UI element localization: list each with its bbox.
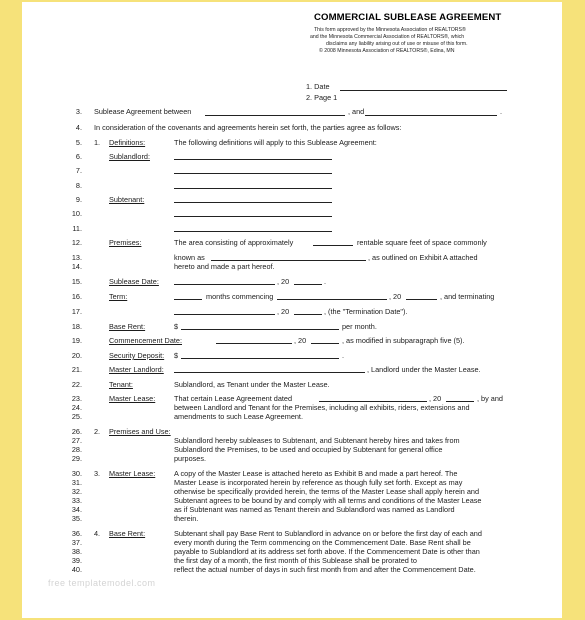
year-prefix: , 20 xyxy=(294,336,307,345)
line-number: 15. xyxy=(71,277,82,286)
line-number: 38. xyxy=(71,547,82,556)
base-rent-body: every month during the Term commencing on the Commencement Date. Base Rent shall be xyxy=(174,538,471,547)
sublease-date-label: Sublease Date: xyxy=(109,277,159,286)
master-landlord-text: , Landlord under the Master Lease. xyxy=(367,365,481,374)
line-number: 25. xyxy=(71,412,82,421)
commencement-date-label: Commencement Date: xyxy=(109,336,182,345)
line-number: 13. xyxy=(71,253,82,262)
period-text: . xyxy=(342,351,345,360)
master-lease-body: A copy of the Master Lease is attached hereto as Exhibit B and made a part hereof. The xyxy=(174,469,458,478)
premises-text: hereto and made a part hereof. xyxy=(174,262,275,271)
sublandlord-label: Sublandlord: xyxy=(109,152,150,161)
line-number: 32. xyxy=(71,487,82,496)
line-number: 30. xyxy=(71,469,82,478)
termination-date-field[interactable] xyxy=(174,314,275,315)
watermark: free templatemodel.com xyxy=(48,578,156,588)
known-as-field[interactable] xyxy=(211,260,366,261)
section-number: 3. xyxy=(94,469,101,478)
date-field[interactable] xyxy=(340,90,507,91)
definitions-text: The following definitions will apply to this Sublease Agreement: xyxy=(174,138,377,147)
line-number: 36. xyxy=(71,529,82,538)
header-line: disclaims any liability arising out of use or misuse of this form. xyxy=(326,41,468,47)
line-number: 39. xyxy=(71,556,82,565)
line-number: 18. xyxy=(71,322,82,331)
master-lease-body: therein. xyxy=(174,514,199,523)
base-rent-label: Base Rent: xyxy=(109,322,146,331)
master-lease-body: Master Lease is incorporated herein by reference as though fully set forth. Except as may xyxy=(174,478,463,487)
master-lease-text: between Landlord and Tenant for the Premises, including all exhibits, riders, extensions and xyxy=(174,403,470,412)
section-number: 4. xyxy=(94,529,101,538)
line-number: 34. xyxy=(71,505,82,514)
security-deposit-label: Security Deposit: xyxy=(109,351,165,360)
section-number: 2. xyxy=(94,427,101,436)
premises-use-text: purposes. xyxy=(174,454,207,463)
termination-text: , (the "Termination Date"). xyxy=(324,307,408,316)
sublease-date-field[interactable] xyxy=(174,284,275,285)
master-lease-body: Subtenant agrees to be bound by and comply with all terms and conditions of the Master Lease xyxy=(174,496,482,505)
term-label: Term: xyxy=(109,292,128,301)
master-lease-body: as if Subtenant was named as Tenant therein and Sublandlord was named as Landlord xyxy=(174,505,455,514)
date-label: 1. Date xyxy=(306,82,330,91)
line-number: 8. xyxy=(75,181,82,190)
line-number: 28. xyxy=(71,445,82,454)
square-feet-field[interactable] xyxy=(313,245,353,246)
section-heading-master-lease: Master Lease: xyxy=(109,469,156,478)
sublandlord-field[interactable] xyxy=(174,173,332,174)
base-rent-body: Subtenant shall pay Base Rent to Sublandlord in advance on or before the first day of each and xyxy=(174,529,482,538)
consideration-text: In consideration of the covenants and agreements herein set forth, the parties agree as follows: xyxy=(94,123,402,132)
line-number: 40. xyxy=(71,565,82,574)
premises-label: Premises: xyxy=(109,238,142,247)
term-text: months commencing xyxy=(206,292,274,301)
line-number: 33. xyxy=(71,496,82,505)
line-number: 37. xyxy=(71,538,82,547)
line-number: 11. xyxy=(72,224,82,233)
line-number: 5. xyxy=(75,138,82,147)
sublandlord-field[interactable] xyxy=(174,159,332,160)
section-number: 1. xyxy=(94,138,101,147)
tenant-label: Tenant: xyxy=(109,380,133,389)
line-number: 23. xyxy=(71,394,82,403)
subtenant-field[interactable] xyxy=(174,202,332,203)
tenant-text: Sublandlord, as Tenant under the Master Lease. xyxy=(174,380,330,389)
dollar-sign: $ xyxy=(174,322,179,331)
master-lease-label: Master Lease: xyxy=(109,394,156,403)
sublease-between-text: Sublease Agreement between xyxy=(94,107,192,116)
base-rent-body: payable to Sublandlord at its address set forth above. If the Commencement Date is other than xyxy=(174,547,480,556)
section-heading-base-rent: Base Rent: xyxy=(109,529,146,538)
page-label: 2. Page 1 xyxy=(306,93,338,102)
line-number: 19. xyxy=(71,336,82,345)
subtenant-field[interactable] xyxy=(174,216,332,217)
line-number: 17. xyxy=(71,307,82,316)
year-prefix: , 20 xyxy=(277,307,290,316)
master-lease-body: otherwise be specifically provided herein, the terms of the Master Lease shall apply herein and xyxy=(174,487,480,496)
commencement-date-field[interactable] xyxy=(216,343,292,344)
line-number: 29. xyxy=(71,454,82,463)
premises-text: rentable square feet of space commonly xyxy=(357,238,487,247)
line-number: 31. xyxy=(71,478,82,487)
line-number: 4. xyxy=(75,123,82,132)
line-number: 20. xyxy=(71,351,82,360)
period-text: . xyxy=(324,277,327,286)
premises-text: , as outlined on Exhibit A attached xyxy=(368,253,478,262)
master-lease-text: That certain Lease Agreement dated xyxy=(174,394,293,403)
line-number: 9. xyxy=(75,195,82,204)
header-line: © 2008 Minnesota Association of REALTORS®, Edina, MN xyxy=(319,48,455,54)
year-field[interactable] xyxy=(446,401,474,402)
year-field[interactable] xyxy=(294,314,322,315)
premises-text: The area consisting of approximately xyxy=(174,238,294,247)
master-landlord-label: Master Landlord: xyxy=(109,365,164,374)
line-number: 22. xyxy=(71,380,82,389)
subtenant-field[interactable] xyxy=(174,231,332,232)
sublandlord-field[interactable] xyxy=(174,188,332,189)
commencing-field[interactable] xyxy=(277,299,387,300)
year-prefix: , 20 xyxy=(429,394,442,403)
line-number: 7. xyxy=(75,166,82,175)
and-text: , and xyxy=(348,107,365,116)
base-rent-body: reflect the actual number of days in such first month from and after the Commencement Date. xyxy=(174,565,476,574)
line-number: 12. xyxy=(71,238,82,247)
line-number: 3. xyxy=(75,107,82,116)
document-title: COMMERCIAL SUBLEASE AGREEMENT xyxy=(314,12,502,23)
header-line: This form approved by the Minnesota Association of REALTORS® xyxy=(314,27,466,33)
per-month-text: per month. xyxy=(342,322,377,331)
line-number: 24. xyxy=(71,403,82,412)
header-line: and the Minnesota Commercial Association of REALTORS®, which xyxy=(310,34,465,40)
master-lease-text: , by and xyxy=(477,394,503,403)
base-rent-field[interactable] xyxy=(181,329,339,330)
master-landlord-field[interactable] xyxy=(174,372,365,373)
party-field[interactable] xyxy=(365,115,497,116)
year-field[interactable] xyxy=(406,299,437,300)
line-number: 26. xyxy=(71,427,82,436)
line-number: 21. xyxy=(71,365,82,374)
term-months-field[interactable] xyxy=(174,299,202,300)
premises-use-text: Sublandlord hereby subleases to Subtenant, and Subtenant hereby hires and takes from xyxy=(174,436,460,445)
document-page xyxy=(22,2,562,618)
base-rent-body: the first day of a month, the first month of this Sublease shall be prorated to xyxy=(174,556,417,565)
section-heading-definitions: Definitions: xyxy=(109,138,146,147)
year-prefix: , 20 xyxy=(389,292,402,301)
section-heading-premises-use: Premises and Use: xyxy=(109,427,171,436)
party-field[interactable] xyxy=(205,115,345,116)
dollar-sign: $ xyxy=(174,351,179,360)
year-field[interactable] xyxy=(294,284,322,285)
master-lease-text: amendments to such Lease Agreement. xyxy=(174,412,303,421)
commencement-text: , as modified in subparagraph five (5). xyxy=(342,336,465,345)
premises-text: known as xyxy=(174,253,205,262)
year-prefix: , 20 xyxy=(277,277,290,286)
line-number: 16. xyxy=(71,292,82,301)
period-text: . xyxy=(500,107,503,116)
line-number: 27. xyxy=(71,436,82,445)
term-text: , and terminating xyxy=(440,292,495,301)
premises-use-text: Sublandlord the Premises, to be used and occupied by Subtenant for general office xyxy=(174,445,443,454)
subtenant-label: Subtenant: xyxy=(109,195,145,204)
lease-dated-field[interactable] xyxy=(319,401,427,402)
year-field[interactable] xyxy=(311,343,339,344)
line-number: 10. xyxy=(71,209,82,218)
security-deposit-field[interactable] xyxy=(181,358,339,359)
line-number: 14. xyxy=(71,262,82,271)
line-number: 35. xyxy=(71,514,82,523)
line-number: 6. xyxy=(75,152,82,161)
